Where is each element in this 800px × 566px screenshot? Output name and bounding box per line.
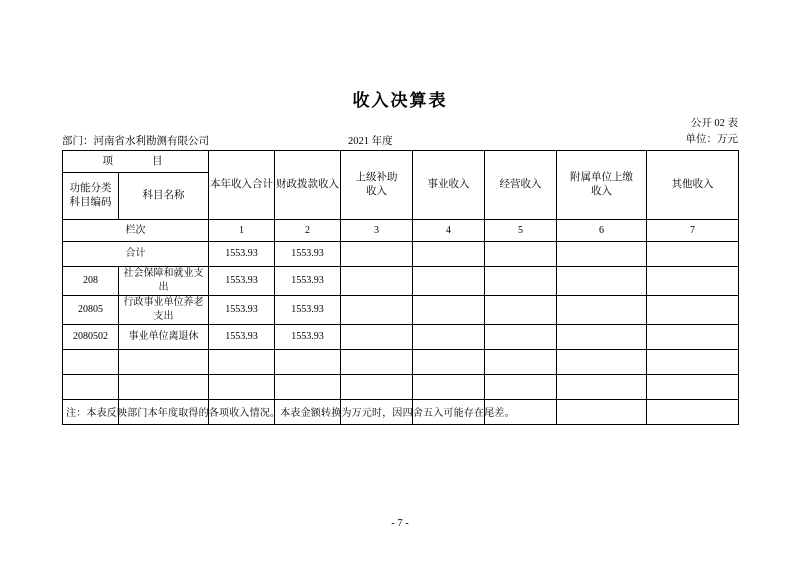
row-value-1: 1553.93 xyxy=(209,296,275,325)
department-label: 部门：河南省水利勘测有限公司 xyxy=(62,136,209,147)
row-value-5 xyxy=(485,267,557,296)
column-index-2: 2 xyxy=(275,220,341,242)
row-code xyxy=(63,350,119,375)
table-note: 注：本表反映部门本年度取得的各项收入情况。本表金额转换为万元时，因四舍五入可能存在尾差。 xyxy=(66,408,515,419)
row-value-7 xyxy=(647,400,739,425)
header-fiscal-appropriation: 财政拨款收入 xyxy=(275,151,341,220)
row-value-6 xyxy=(557,325,647,350)
column-index-4: 4 xyxy=(413,220,485,242)
row-value-3 xyxy=(341,267,413,296)
row-value-5 xyxy=(485,296,557,325)
row-name: 行政事业单位养老支出 xyxy=(119,296,209,325)
row-name xyxy=(119,350,209,375)
header-superior-subsidy xyxy=(341,151,413,220)
total-row-value-2: 1553.93 xyxy=(275,242,341,267)
row-name: 事业单位离退休 xyxy=(119,325,209,350)
row-value-5 xyxy=(485,350,557,375)
row-value-7 xyxy=(647,325,739,350)
header-superior-subsidy-line1: 上级补助 xyxy=(355,172,398,183)
row-code xyxy=(63,375,119,400)
row-value-4 xyxy=(413,296,485,325)
header-function-code-line1: 功能分类 xyxy=(69,183,112,194)
header-business-income: 事业收入 xyxy=(413,151,485,220)
row-value-1: 1553.93 xyxy=(209,267,275,296)
column-index-5: 5 xyxy=(485,220,557,242)
column-index-7: 7 xyxy=(647,220,739,242)
row-value-4 xyxy=(413,325,485,350)
row-value-2 xyxy=(275,375,341,400)
row-value-2: 1553.93 xyxy=(275,296,341,325)
row-value-7 xyxy=(647,375,739,400)
row-value-1 xyxy=(209,350,275,375)
row-value-2: 1553.93 xyxy=(275,325,341,350)
column-index-1: 1 xyxy=(209,220,275,242)
table-row xyxy=(63,296,739,325)
row-value-7 xyxy=(647,296,739,325)
income-final-accounts-table xyxy=(62,150,739,425)
row-name xyxy=(119,375,209,400)
header-superior-subsidy-line2: 收入 xyxy=(366,186,387,197)
header-operating-income: 经营收入 xyxy=(485,151,557,220)
total-row-value-1: 1553.93 xyxy=(209,242,275,267)
unit-label: 单位：万元 xyxy=(685,134,738,145)
public-table-label: 公开 02 表 xyxy=(690,118,738,129)
total-row-value-7 xyxy=(647,242,739,267)
row-value-3 xyxy=(341,350,413,375)
column-index-3: 3 xyxy=(341,220,413,242)
document-meta-right xyxy=(686,116,739,148)
total-row-value-4 xyxy=(413,242,485,267)
row-value-4 xyxy=(413,375,485,400)
row-name: 社会保障和就业支出 xyxy=(119,267,209,296)
total-row-value-6 xyxy=(557,242,647,267)
page-title: 收入决算表 xyxy=(352,91,448,110)
row-value-3 xyxy=(341,375,413,400)
row-value-7 xyxy=(647,267,739,296)
row-value-4 xyxy=(413,267,485,296)
header-affiliated-unit-line2: 收入 xyxy=(591,186,612,197)
header-affiliated-unit-income xyxy=(557,151,647,220)
header-subject-name: 科目名称 xyxy=(119,173,209,220)
row-value-5 xyxy=(485,325,557,350)
row-value-5 xyxy=(485,375,557,400)
column-index-label: 栏次 xyxy=(63,220,209,242)
header-other-income: 其他收入 xyxy=(647,151,739,220)
row-value-7 xyxy=(647,350,739,375)
table-row xyxy=(63,267,739,296)
column-index-6: 6 xyxy=(557,220,647,242)
year-label: 2021 年度 xyxy=(348,136,393,147)
row-value-6 xyxy=(557,400,647,425)
header-affiliated-unit-line1: 附属单位上缴 xyxy=(570,172,633,183)
table-row xyxy=(63,325,739,350)
page-number: - 7 - xyxy=(391,518,409,529)
row-value-1: 1553.93 xyxy=(209,325,275,350)
table-row xyxy=(63,350,739,375)
row-value-2 xyxy=(275,350,341,375)
row-code: 208 xyxy=(63,267,119,296)
header-total-income: 本年收入合计 xyxy=(209,151,275,220)
header-function-code-line2: 科目编码 xyxy=(69,197,112,208)
row-value-1 xyxy=(209,375,275,400)
row-value-3 xyxy=(341,296,413,325)
row-code: 2080502 xyxy=(63,325,119,350)
row-value-2: 1553.93 xyxy=(275,267,341,296)
header-function-code xyxy=(63,173,119,220)
row-value-6 xyxy=(557,267,647,296)
row-code: 20805 xyxy=(63,296,119,325)
row-value-6 xyxy=(557,296,647,325)
total-row-label: 合计 xyxy=(63,242,209,267)
header-item-group: 项 目 xyxy=(63,151,209,173)
total-row-value-5 xyxy=(485,242,557,267)
total-row-value-3 xyxy=(341,242,413,267)
table-row-total xyxy=(63,242,739,267)
table-row xyxy=(63,375,739,400)
row-value-4 xyxy=(413,350,485,375)
row-value-3 xyxy=(341,325,413,350)
row-value-6 xyxy=(557,375,647,400)
row-value-6 xyxy=(557,350,647,375)
